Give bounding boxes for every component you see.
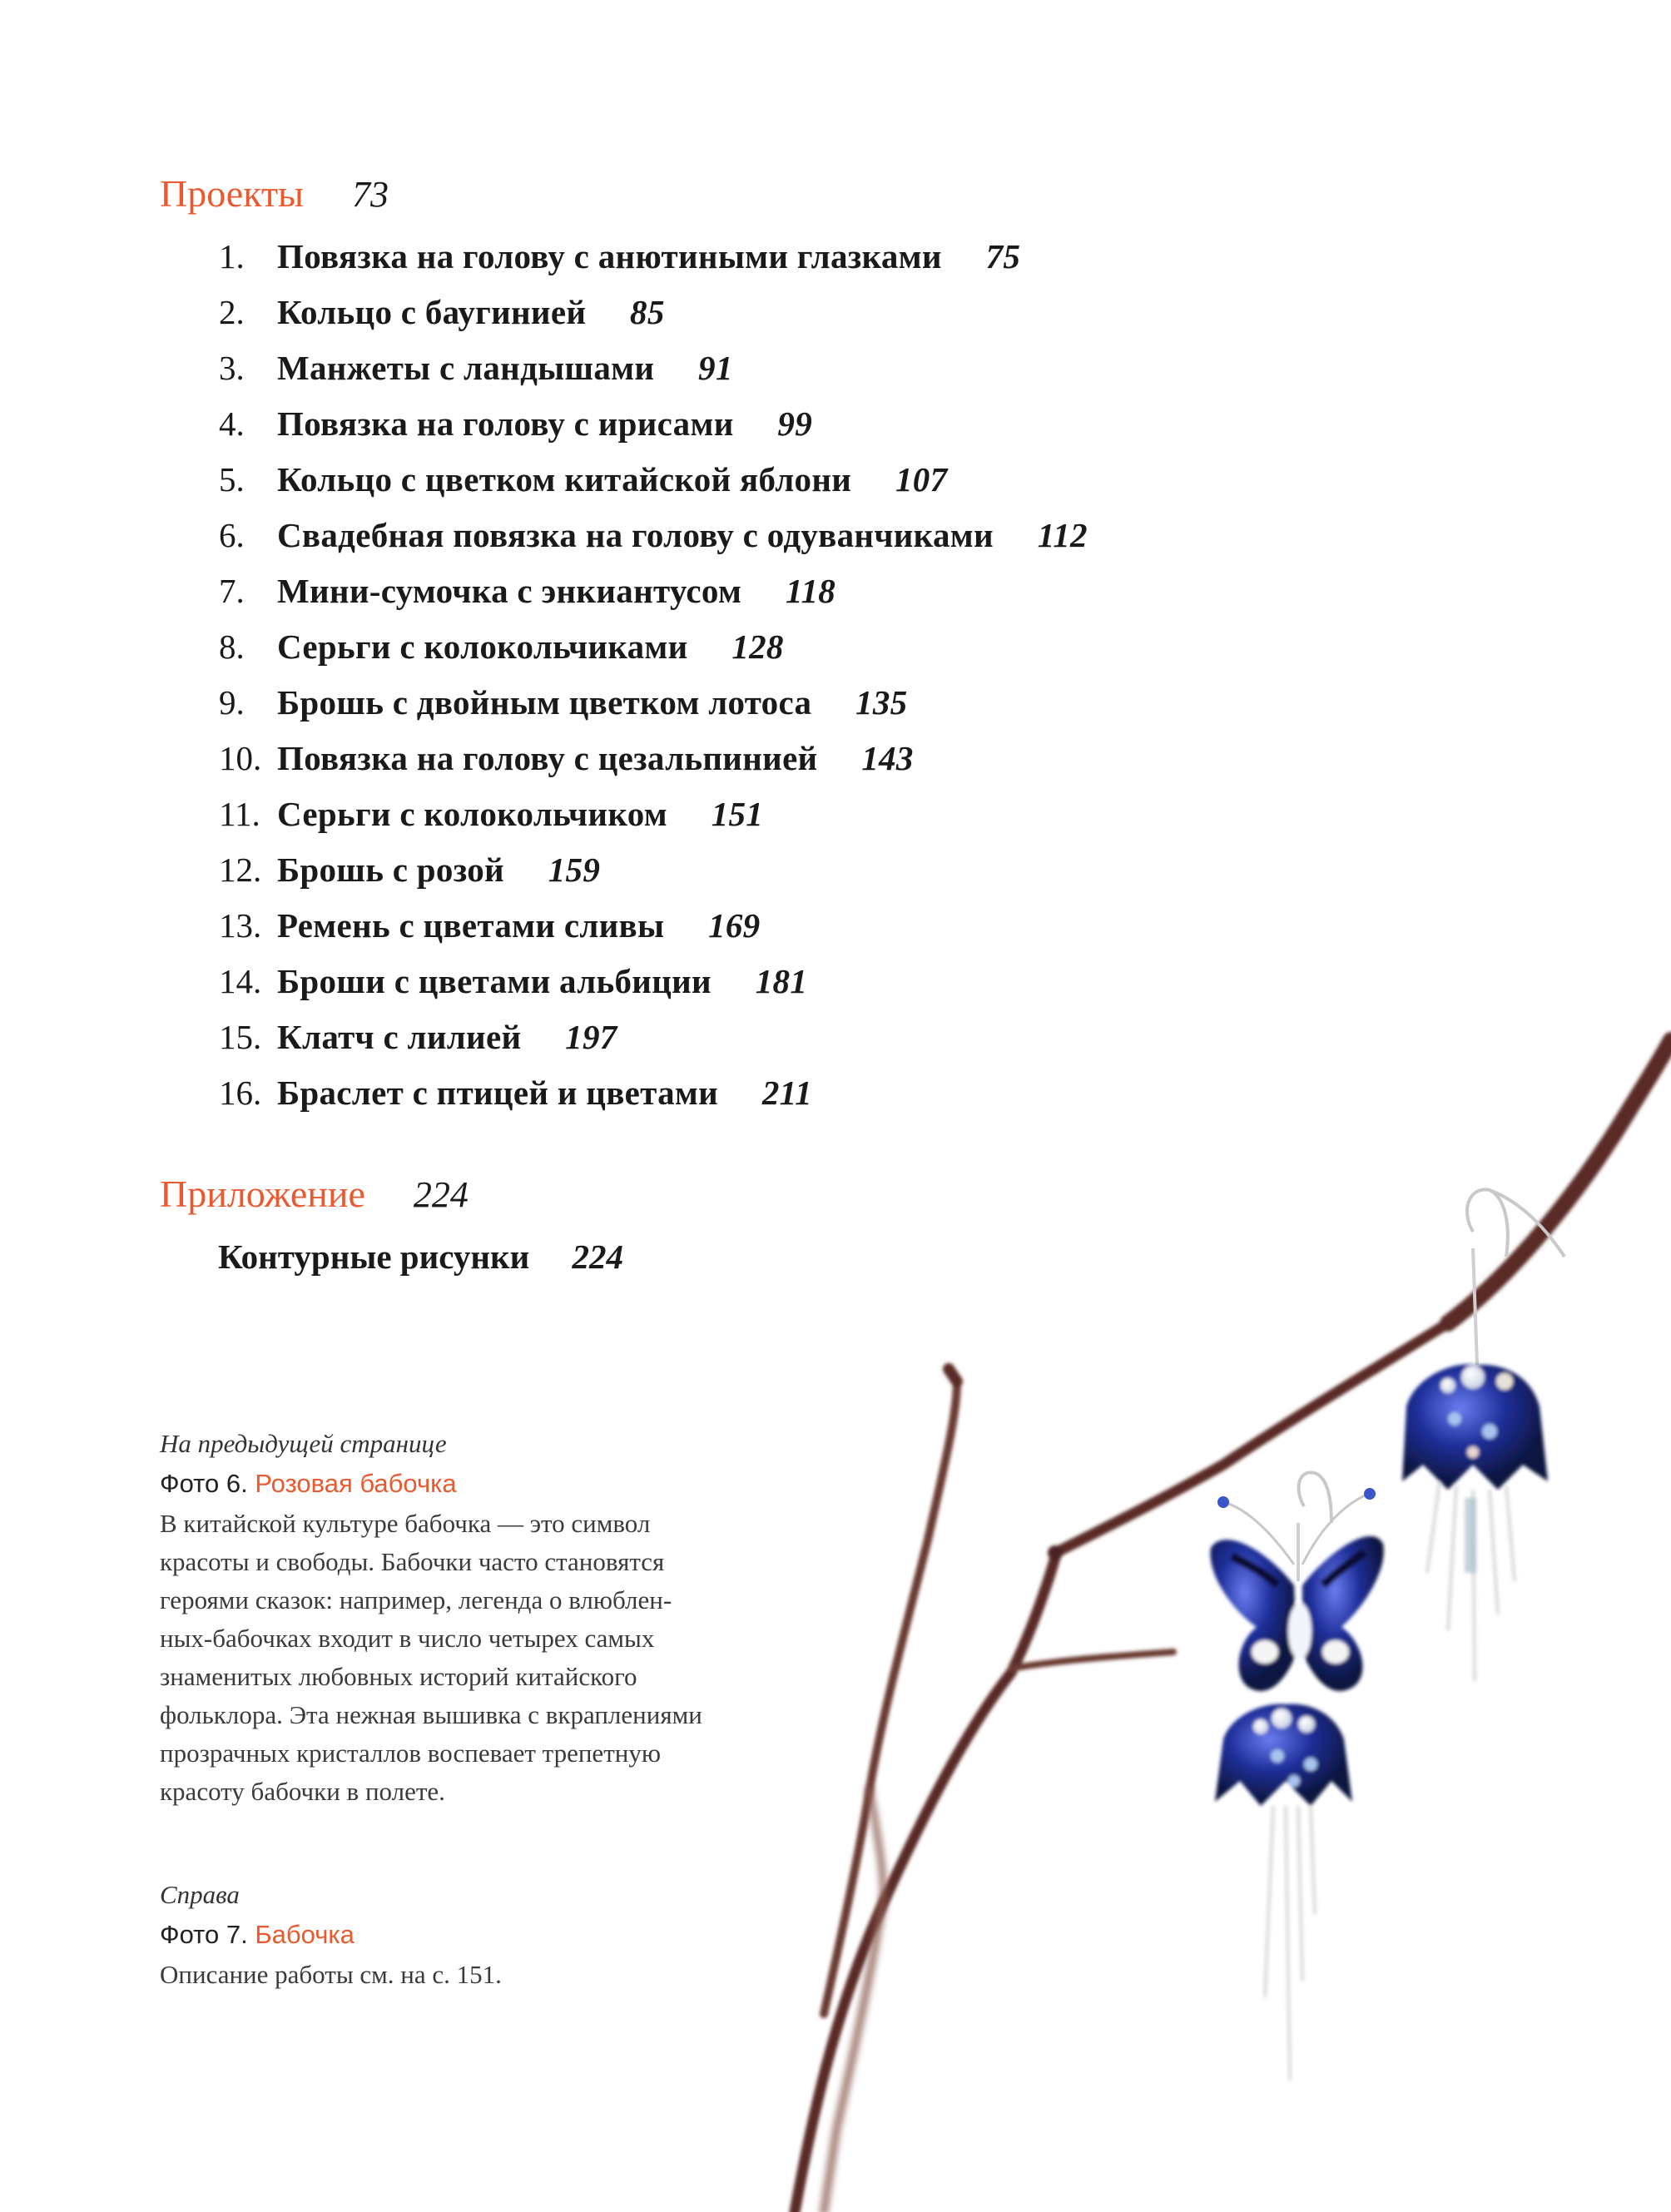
item-page-number: 112 (1037, 516, 1088, 554)
caption-line: знаменитых любовных историй китайского (160, 1662, 637, 1691)
item-page-number: 169 (708, 906, 761, 945)
item-number: 5. (219, 460, 245, 498)
caption-kicker: Справа (160, 1880, 240, 1909)
item-number: 12. (219, 851, 262, 889)
item-page-number: 75 (985, 237, 1021, 275)
item-title: Брошь с розой (277, 851, 504, 889)
caption-body (160, 1505, 842, 1811)
item-title: Серьги с колокольчиками (277, 627, 688, 666)
item-number: 10. (219, 739, 262, 777)
item-title: Повязка на голову с цезальпинией (277, 739, 818, 777)
item-title: Ремень с цветами сливы (277, 906, 665, 945)
item-title: Браслет с птицей и цветами (277, 1074, 719, 1112)
item-title: Клатч с лилией (277, 1018, 522, 1056)
item-page-number: 118 (785, 572, 836, 610)
caption-photo-label: Фото 7. (160, 1920, 248, 1949)
item-number: 3. (219, 349, 245, 387)
item-title: Свадебная повязка на голову с одуванчиками (277, 516, 994, 554)
caption-line: ных-бабочках входит в число четырех самых (160, 1624, 655, 1653)
butterfly-earring (1210, 1472, 1383, 2081)
item-title: Брошь с двойным цветком лотоса (277, 683, 812, 722)
lower-branch-faded (824, 1789, 883, 2212)
item-page-number: 224 (572, 1237, 623, 1276)
item-title: Повязка на голову с анютиными глазками (277, 237, 942, 275)
caption-body (160, 1956, 842, 1994)
item-title: Серьги с колокольчиком (277, 795, 667, 833)
item-number: 9. (219, 683, 245, 722)
item-number: 13. (219, 906, 262, 945)
caption-photo-title: Розовая бабочка (255, 1469, 457, 1498)
item-title: Кольцо с цветком китайской яблони (277, 460, 852, 498)
item-title: Кольцо с баугинией (277, 293, 587, 331)
item-title: Повязка на голову с ирисами (277, 404, 734, 443)
photo-caption-7 (160, 1876, 842, 1994)
item-number: 2. (219, 293, 245, 331)
item-number: 6. (219, 516, 245, 554)
item-page-number: 197 (565, 1018, 617, 1056)
item-page-number: 99 (777, 404, 812, 443)
caption-line: красоту бабочки в полете. (160, 1777, 445, 1806)
item-page-number: 151 (711, 795, 764, 833)
item-number: 15. (219, 1018, 262, 1056)
toc-section-projects (160, 171, 389, 216)
caption-kicker: На предыдущей странице (160, 1429, 447, 1458)
item-page-number: 159 (548, 851, 601, 889)
caption-line: фольклора. Эта нежная вышивка с вкраплениями (160, 1700, 702, 1729)
item-page-number: 91 (698, 349, 733, 387)
item-title: Манжеты с ландышами (277, 349, 655, 387)
caption-line: героями сказок: например, легенда о влюблен- (160, 1585, 672, 1614)
branch (795, 1040, 1671, 2212)
item-page-number: 211 (761, 1074, 812, 1112)
item-number: 14. (219, 962, 262, 1000)
item-number: 11. (219, 795, 260, 833)
bell-earring (1402, 1189, 1564, 1681)
caption-line: В китайской культуре бабочка — это символ (160, 1509, 651, 1538)
section-page-number: 224 (413, 1174, 469, 1215)
photo-caption-6 (160, 1425, 842, 1811)
item-title: Мини-сумочка с энкиантусом (277, 572, 742, 610)
item-number: 8. (219, 627, 245, 666)
section-title: Проекты (160, 172, 304, 215)
section-title: Приложение (160, 1173, 365, 1215)
caption-line: красоты и свободы. Бабочки часто становятся (160, 1547, 665, 1576)
item-page-number: 135 (855, 683, 908, 722)
caption-photo-label: Фото 6. (160, 1469, 248, 1498)
item-page-number: 85 (630, 293, 665, 331)
item-number: 1. (219, 237, 245, 275)
item-number: 16. (219, 1074, 262, 1112)
item-page-number: 107 (895, 460, 948, 498)
item-page-number: 143 (861, 739, 914, 777)
toc-section-appendix (160, 1172, 469, 1216)
caption-photo-title: Бабочка (255, 1920, 355, 1949)
item-title: Броши с цветами альбиции (277, 962, 712, 1000)
item-page-number: 128 (731, 627, 784, 666)
caption-line: Описание работы см. на с. 151. (160, 1960, 502, 1989)
item-number: 4. (219, 404, 245, 443)
section-page-number: 73 (351, 174, 389, 215)
item-number: 7. (219, 572, 245, 610)
item-title: Контурные рисунки (218, 1237, 530, 1276)
caption-title (160, 1914, 842, 1956)
item-page-number: 181 (755, 962, 808, 1000)
caption-title (160, 1463, 842, 1505)
caption-line: прозрачных кристаллов воспевает трепетную (160, 1738, 661, 1768)
